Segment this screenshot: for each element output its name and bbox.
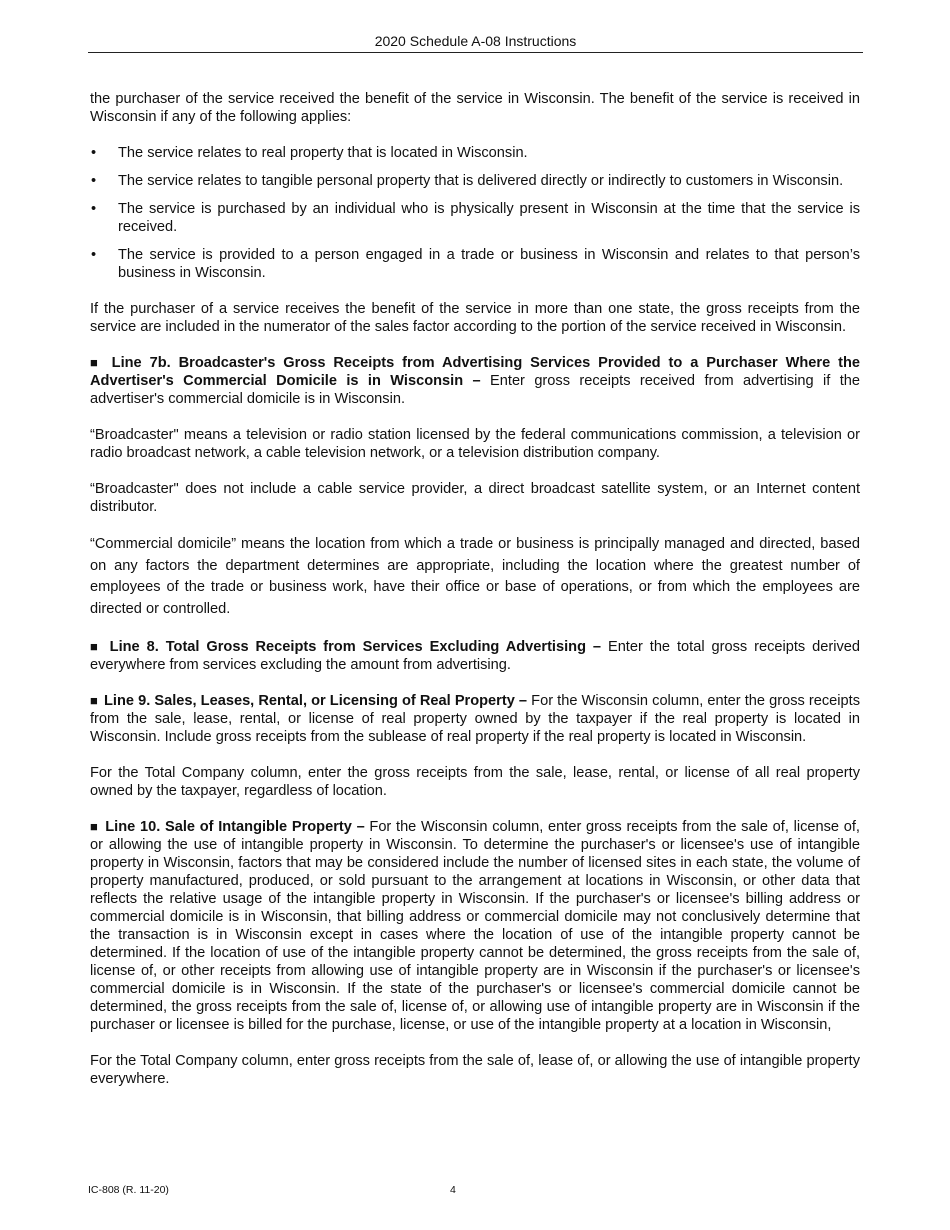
commercial-domicile-definition: “Commercial domicile” means the location from which a trade or business is principally managed and directed, based on any factors the department determines are appropriate, including the location where the greatest number of employees of the trade or business work, have their office or base of operations, or from which the employees are directed or controlled. (90, 536, 860, 617)
square-bullet-icon: ■ (90, 693, 98, 708)
list-item: • The service relates to tangible personal property that is delivered directly or indirectly to customers in Wisconsin. (91, 173, 844, 189)
line-10-section (90, 818, 860, 1034)
list-item: • The service is purchased by an individual who is physically present in Wisconsin at the time that the service is received. (91, 201, 860, 235)
square-bullet-icon: ■ (90, 819, 99, 834)
page-header: 2020 Schedule A-08 Instructions (88, 33, 863, 53)
line-8-text: Enter the total gross receipts derived everywhere from services excluding the amount from advertising. (90, 639, 860, 673)
line-10-total-paragraph: For the Total Company column, enter gross receipts from the sale of, lease of, or allowing the use of intangible property everywhere. (90, 1053, 860, 1087)
intro-paragraph: the purchaser of the service received the benefit of the service in Wisconsin. The benefit of the service is received in Wisconsin if any of the following applies: (90, 91, 860, 125)
instructions-body (90, 90, 860, 1106)
broadcaster-exclusion: “Broadcaster" does not include a cable service provider, a direct broadcast satellite system, or an Internet content distributor. (90, 481, 860, 515)
line-10-text: For the Wisconsin column, enter gross receipts from the sale of, license of, or allowing the use of intangible property in Wisconsin. To determine the purchaser's or licensee's use of intangible property in Wisconsin, factors that may be considered include the number of licensed sites in each state, the volume of property manufactured, produced, or sold pursuant to the arrangement at locations in Wisconsin, or other data that reflects the relative usage of the intangible property in Wisconsin. If the purchaser's or licensee's billing address or commercial domicile is in Wisconsin, that billing address or commercial domicile may not conclusively determine that the transaction is in Wisconsin except in cases where the location of use of the intangible property cannot be determined. If the location of use of the intangible property cannot be determined, the gross receipts from the sale of, license of, or other receipts from allowing use of intangible property are in Wisconsin if the purchaser's or licensee's commercial domicile is in Wisconsin. If the state of the purchaser's or licensee's commercial domicile cannot be determined, the gross receipts from the sale of, license of, or allowing use of intangible property are in Wisconsin if the purchaser or licensee is billed for the purchase, license, or use of the intangible property at a location in Wisconsin, (90, 819, 860, 1033)
line-7b-section (90, 354, 860, 408)
line-10-heading: Line 10. Sale of Intangible Property – (105, 819, 365, 835)
multistate-paragraph: If the purchaser of a service receives the benefit of the service in more than one state, the gross receipts from the service are included in the numerator of the sales factor according to the portion of the service received in Wisconsin. (90, 301, 860, 335)
line-8-heading: Line 8. Total Gross Receipts from Services Excluding Advertising – (109, 639, 602, 655)
bullet-icon: • (91, 145, 97, 161)
benefit-conditions-list (90, 144, 860, 282)
line-9-text: For the Wisconsin column, enter the gross receipts from the sale, lease, rental, or license of real property owned by the taxpayer if the real property is located in Wisconsin. Include gross receipts from the sublease of real property if the real property is located in Wisconsin. (90, 693, 860, 745)
bullet-icon: • (91, 173, 97, 189)
line-7b-heading: Line 7b. Broadcaster's Gross Receipts from Advertising Services Provided to a Purchaser Where the Advertiser's Commercial Domicile is in Wisconsin – (90, 355, 860, 389)
square-bullet-icon: ■ (90, 355, 102, 370)
bullet-icon: • (91, 247, 97, 263)
page-number: 4 (450, 1184, 456, 1196)
list-item: • The service is provided to a person engaged in a trade or business in Wisconsin and relates to that person’s business in Wisconsin. (91, 247, 860, 281)
form-id: IC-808 (R. 11-20) (88, 1184, 169, 1196)
line-8-section (90, 638, 860, 674)
line-9-total-paragraph: For the Total Company column, enter the gross receipts from the sale, lease, rental, or license of all real property owned by the taxpayer, regardless of location. (90, 765, 860, 799)
square-bullet-icon: ■ (90, 639, 101, 654)
line-7b-text: Enter gross receipts received from advertising if the advertiser's commercial domicile is in Wisconsin. (90, 373, 860, 407)
bullet-icon: • (91, 201, 97, 217)
line-9-heading: Line 9. Sales, Leases, Rental, or Licensing of Real Property – (104, 693, 528, 709)
broadcaster-definition: “Broadcaster" means a television or radio station licensed by the federal communications commission, a television or radio broadcast network, a cable television network, or a television distribution company. (90, 427, 860, 461)
line-9-section (90, 692, 860, 746)
list-item: • The service relates to real property that is located in Wisconsin. (91, 145, 528, 161)
